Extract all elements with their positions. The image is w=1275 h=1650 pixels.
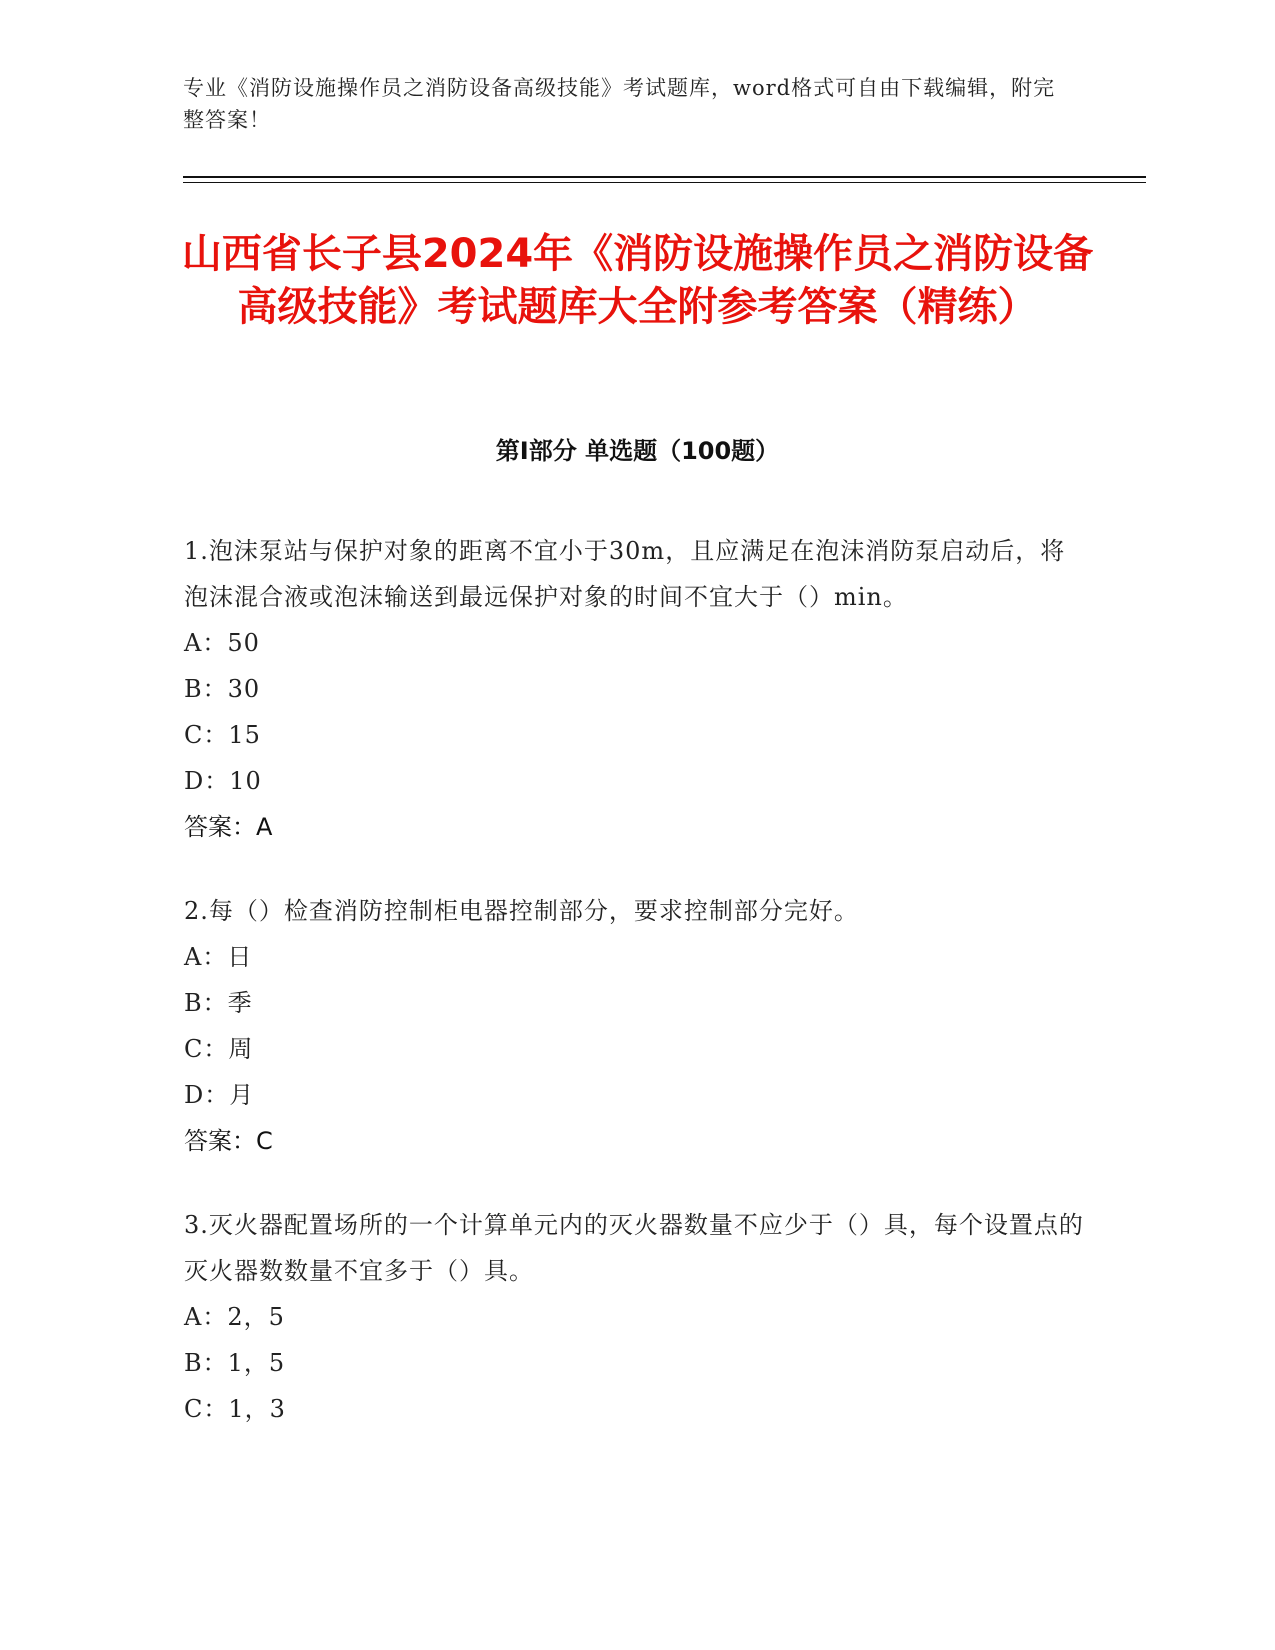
option-a: A：2，5 <box>184 1303 285 1331</box>
question-list <box>184 528 1084 1470</box>
option-c: C：周 <box>184 1035 254 1063</box>
option-b: B：季 <box>184 989 253 1017</box>
option-a: A：日 <box>184 943 253 971</box>
answer-line: 答案：C <box>184 1127 273 1155</box>
option-c: C：15 <box>184 721 261 749</box>
header-rule-thick <box>183 176 1146 178</box>
option-b: B：1，5 <box>184 1349 286 1377</box>
document-title: 山西省长子县2024年《消防设施操作员之消防设备高级技能》考试题库大全附参考答案（精练） <box>181 231 1094 330</box>
question-2 <box>184 888 1084 1164</box>
header-note: 专业《消防设施操作员之消防设备高级技能》考试题库，word格式可自由下载编辑，附完整答案！ <box>183 76 1056 132</box>
question-stem: 2.每（）检查消防控制柜电器控制部分，要求控制部分完好。 <box>184 897 859 925</box>
question-3 <box>184 1202 1084 1432</box>
question-1 <box>184 528 1084 850</box>
option-b: B：30 <box>184 675 261 703</box>
question-stem: 3.灭火器配置场所的一个计算单元内的灭火器数量不应少于（）具，每个设置点的灭火器数数量不宜多于（）具。 <box>184 1211 1084 1285</box>
option-d: D：10 <box>184 767 262 795</box>
option-c: C：1，3 <box>184 1395 286 1423</box>
question-stem: 1.泡沫泵站与保护对象的距离不宜小于30m，且应满足在泡沫消防泵启动后，将泡沫混合液或泡沫输送到最远保护对象的时间不宜大于（）min。 <box>184 537 1066 611</box>
answer-line: 答案：A <box>184 813 273 841</box>
section-heading: 第I部分 单选题（100题） <box>495 437 780 465</box>
option-a: A：50 <box>184 629 260 657</box>
header-rule-thin <box>183 182 1146 183</box>
option-d: D：月 <box>184 1081 255 1109</box>
